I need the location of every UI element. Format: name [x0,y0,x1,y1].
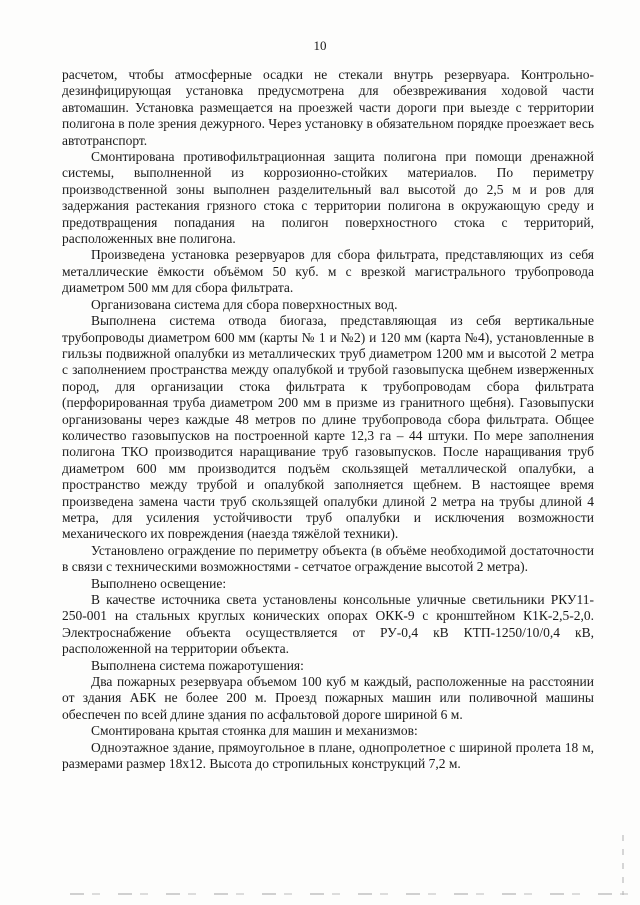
paragraph-fire-reservoirs: Два пожарных резервуара объемом 100 куб м каждый, расположенные на расстоянии от здания АБК не более 200 м. Проезд пожарных машин или поливочной машины обеспечен по всей длине здания по асфальтовой дороге шириной 6 м. [62,674,594,722]
scan-binding-mark [622,835,624,895]
paragraph-parking-heading: Смонтирована крытая стоянка для машин и механизмов: [91,723,418,739]
paragraph-fence: Установлено ограждение по периметру объекта (в объёме необходимой достаточности в связи с техническими возможностями - сетчатое ограждение высотой 2 метра). [62,542,594,575]
paragraph-parking-building: Одноэтажное здание, прямоугольное в плане, однопролетное с шириной пролета 18 м, размерами размер 18х12. Высота до стропильных конструкций 7,2 м. [62,739,594,772]
paragraph-antifiltration-protection: Смонтирована противофильтрационная защита полигона при помощи дренажной системы, выполненной из коррозионно-стойких материалов. По периметру производственной зоны выполнен разделительный вал высотой до 2,5 м и ров для задержания растекания грязного стока с территории полигона в окружающую среду и предотвращения попадания на полигон поверхностного стока с территорий, расположенных вне полигона. [62,149,594,247]
paragraph-biogas-system: Выполнена система отвода биогаза, представляющая из себя вертикальные трубопроводы диаметром 600 мм (карты № 1 и №2) и 120 мм (карта №4), установленные в гильзы подвижной опалубки из металлических труб диаметром 1200 мм и высотой 2 метра с заполнением пространства между опалубкой и трубой газовыпуска щебнем изверженных пород, для организации стока фильтрата к трубопроводам сбора фильтрата (перфорированная труба диаметром 200 мм в призме из гранитного щебня). Газовыпуски организованы через каждые 48 метров по длине трубопровода сбора фильтрата. Общее количество газовыпусков на построенной карте 12,3 га – 44 штуки. По мере заполнения полигона ТКО производится наращивание труб газовыпусков. После наращивания труб диаметром 600 мм производится подъём скользящей металлической опалубки, а пространство между трубой и опалубкой заполняется щебнем. В настоящее время произведена замена части труб скользящей опалубки длиной 2 метра на трубы длиной 4 метра, для усиления устойчивости труб опалубки и исключения возможности механического их повреждения (наезда тяжёлой техники). [62,313,594,542]
paragraph-fire-system-heading: Выполнена система пожаротушения: [91,657,304,673]
paragraph-lighting-heading: Выполнено освещение: [91,575,227,591]
paragraph-surface-water: Организована система для сбора поверхностных вод. [91,296,398,312]
document-body [62,67,594,772]
paragraph-lighting-details: В качестве источника света установлены консольные уличные светильники РКУ11-250-001 на стальных круглых конических опорах ОКК-9 с кронштейном К1К-2,5-2,0. Электроснабжение объекта осуществляется от РУ-0,4 кВ КТП-1250/10/0,4 кВ, расположенной на территории объекта. [62,592,594,657]
scan-artifact-line [70,893,630,895]
paragraph-disinfection-unit: расчетом, чтобы атмосферные осадки не стекали внутрь резервуара. Контрольно-дезинфицирующая установка предусмотрена для обезвреживания ходовой части автомашин. Установка размещается на проезжей части дороги при выезде с территории полигона в поле зрения дежурного. Через установку в обязательном порядке проезжает весь автотранспорт. [62,67,594,148]
page-number: 10 [313,38,327,53]
paragraph-filtrate-tanks: Произведена установка резервуаров для сбора фильтрата, представляющих из себя металлические ёмкости объёмом 50 куб. м с врезкой магистрального трубопровода диаметром 500 мм для сбора фильтрата. [62,247,594,296]
